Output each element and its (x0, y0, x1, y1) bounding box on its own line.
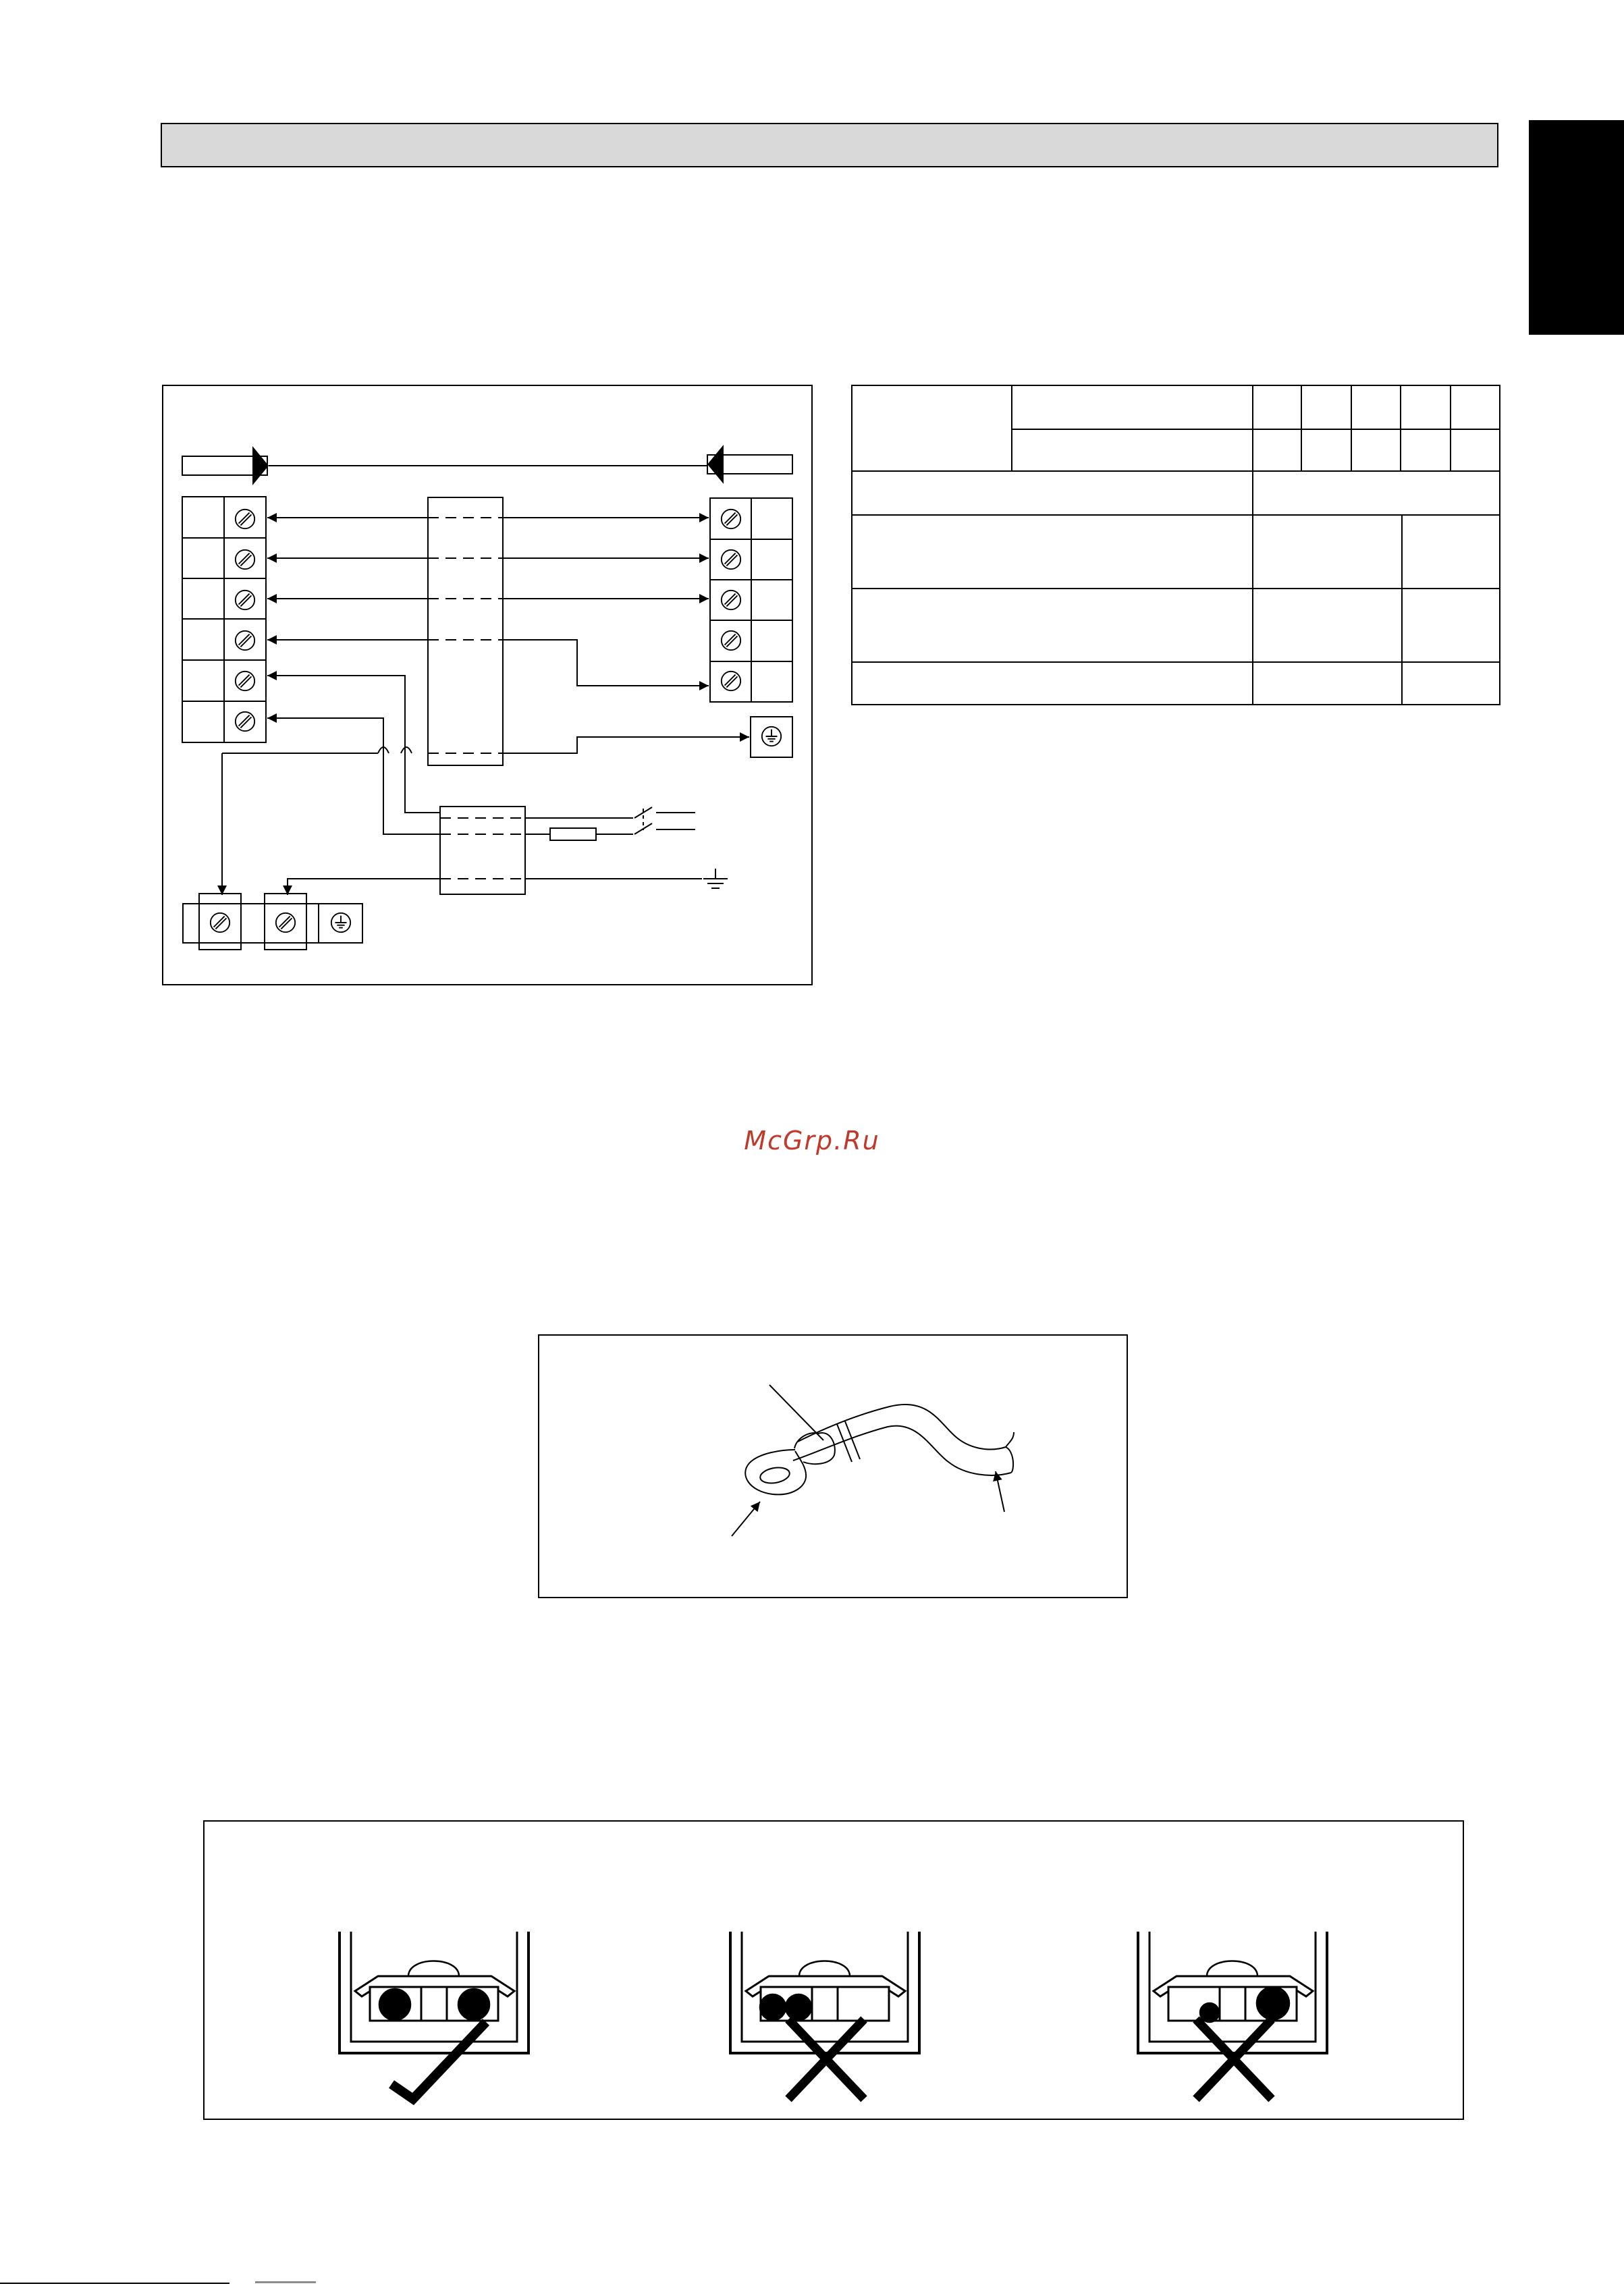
left-terminal-block (182, 497, 266, 742)
terminal-screw-icon (722, 672, 740, 690)
earth-ground-icon (703, 869, 728, 888)
check-mark-icon (391, 2022, 486, 2099)
earth-ground-icon (331, 913, 350, 932)
terminal-screw-icon (722, 631, 740, 650)
incorrect-wiring-example-mixed-sizes (1138, 1932, 1327, 2053)
wire-insertion-figure (204, 1821, 1463, 2119)
terminal-screw-icon (236, 672, 254, 690)
terminal-screw-icon (236, 631, 254, 650)
fuse (550, 828, 596, 840)
spec-table (852, 385, 1500, 705)
wiring-diagram (163, 385, 812, 985)
outdoor-unit-arrow (707, 445, 792, 484)
footer-rule (0, 2283, 229, 2284)
terminal-screw-icon (722, 510, 740, 528)
power-cable (440, 807, 525, 894)
earth-ground-icon (762, 727, 781, 746)
terminal-screw-icon (236, 550, 254, 569)
terminal-screw-icon (211, 913, 229, 932)
incorrect-wiring-example-same-side (730, 1932, 919, 2053)
terminal-screw-icon (722, 591, 740, 609)
indoor-unit-arrow (182, 446, 269, 485)
correct-wiring-example (340, 1932, 529, 2053)
watermark-text: McGrp.Ru (744, 1126, 880, 1155)
terminal-screw-icon (276, 913, 295, 932)
cross-mark-icon (788, 2019, 864, 2099)
terminal-screw-icon (236, 591, 254, 609)
terminal-screw-icon (236, 510, 254, 528)
ring-terminal-figure (539, 1335, 1127, 1598)
cross-mark-icon (1196, 2019, 1272, 2099)
footer-mark (255, 2281, 316, 2283)
terminal-screw-icon (722, 550, 740, 569)
terminal-screw-icon (236, 712, 254, 731)
connecting-cable (428, 497, 503, 765)
